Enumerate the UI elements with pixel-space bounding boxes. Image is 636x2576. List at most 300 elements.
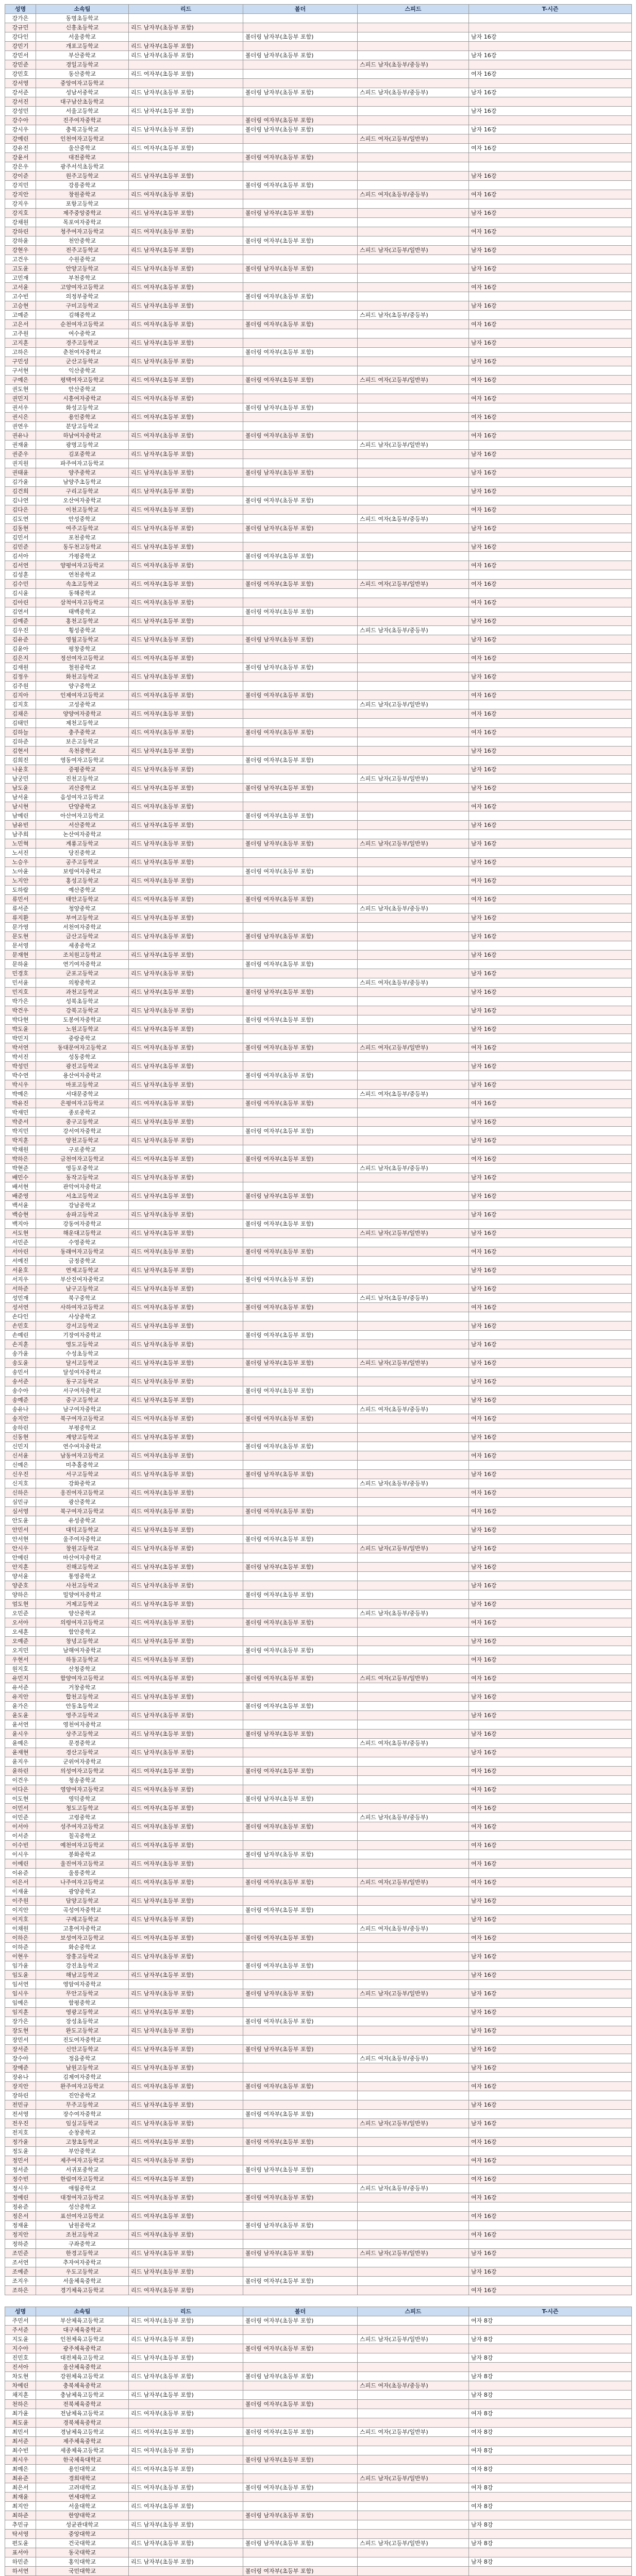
table-row — [5, 1516, 632, 1526]
table-row — [5, 1368, 632, 1377]
cell-school: 완주여자고등학교 — [36, 2082, 129, 2091]
cell-t3 — [469, 1331, 632, 1340]
cell-arena: 리드 여자부(초등부 포함) — [129, 1655, 243, 1665]
cell-arena — [129, 607, 243, 617]
cell-arena — [129, 1850, 243, 1859]
cell-arena: 리드 여자부(초등부 포함) — [129, 1785, 243, 1794]
cell-t3 — [469, 2147, 632, 2156]
cell-name: 문가영 — [5, 923, 36, 932]
table-row — [5, 42, 632, 51]
cell-t3: 남자 16강 — [469, 1711, 632, 1720]
cell-arena: 리드 남자부(초등부 포함) — [129, 951, 243, 960]
cell-sudi — [358, 1470, 469, 1479]
table-row — [5, 1822, 632, 1832]
cell-school: 시흥여자중학교 — [36, 394, 129, 403]
cell-t3 — [469, 1386, 632, 1396]
cell-school: 예산중학교 — [36, 886, 129, 895]
cell-name: 송하린 — [5, 1423, 36, 1433]
cell-bulma: 볼더링 남자부(초등부 포함) — [243, 988, 358, 997]
cell-name: 강지안 — [5, 190, 36, 199]
cell-name: 임가윤 — [5, 1961, 36, 1971]
cell-bulma — [243, 2465, 358, 2474]
cell-arena — [129, 1423, 243, 1433]
cell-school: 사천고등학교 — [36, 1581, 129, 1590]
cell-t3 — [469, 1257, 632, 1266]
cell-sudi: 스피드 여자(고등부/일반부) — [358, 376, 469, 385]
cell-sudi — [358, 2045, 469, 2054]
cell-name: 윤재현 — [5, 1748, 36, 1757]
cell-school: 영월고등학교 — [36, 635, 129, 645]
cell-bulma: 볼더링 여자부(초등부 포함) — [243, 292, 358, 301]
table-row — [5, 876, 632, 886]
cell-arena — [129, 440, 243, 450]
cell-t3 — [469, 274, 632, 283]
table-row — [5, 1804, 632, 1813]
cell-name: 고서윤 — [5, 283, 36, 292]
cell-school: 함안중학교 — [36, 1628, 129, 1637]
cell-sudi — [358, 1767, 469, 1776]
cell-t3 — [469, 830, 632, 839]
cell-school: 울진여자고등학교 — [36, 1859, 129, 1869]
cell-school: 부산중학교 — [36, 51, 129, 60]
cell-bulma — [243, 60, 358, 70]
cell-school: 조천고등학교 — [36, 2230, 129, 2240]
cell-sudi — [358, 1442, 469, 1451]
cell-bulma — [243, 2335, 358, 2344]
header-name: 성명 — [5, 5, 36, 14]
table-row — [5, 1971, 632, 1980]
cell-bulma — [243, 1479, 358, 1488]
table-row — [5, 1692, 632, 1702]
cell-arena: 리드 남자부(초등부 포함) — [129, 1266, 243, 1275]
cell-sudi — [358, 1516, 469, 1526]
cell-bulma — [243, 1423, 358, 1433]
cell-t3 — [469, 1405, 632, 1414]
cell-bulma: 볼더링 여자부(초등부 포함) — [243, 1043, 358, 1053]
cell-arena — [129, 134, 243, 144]
cell-school: 상주고등학교 — [36, 1730, 129, 1739]
cell-school: 용산여자중학교 — [36, 1071, 129, 1080]
cell-t3 — [469, 2493, 632, 2502]
cell-t3: 여자 16강 — [469, 691, 632, 700]
cell-school: 금산고등학교 — [36, 932, 129, 941]
table-row — [5, 1117, 632, 1127]
cell-name: 김아린 — [5, 598, 36, 607]
cell-t3 — [469, 162, 632, 172]
cell-name: 강수아 — [5, 116, 36, 125]
cell-t3: 남자 16강 — [469, 2026, 632, 2036]
table-row — [5, 1767, 632, 1776]
cell-arena: 리드 남자부(초등부 포함) — [129, 1971, 243, 1980]
cell-sudi — [358, 654, 469, 663]
table-row — [5, 978, 632, 988]
cell-arena: 리드 남자부(초등부 포함) — [129, 51, 243, 60]
cell-bulma — [243, 1173, 358, 1182]
cell-sudi — [358, 1952, 469, 1961]
cell-name: 조민준 — [5, 2249, 36, 2258]
cell-name: 엄도현 — [5, 1600, 36, 1609]
cell-school: 한경고등학교 — [36, 2249, 129, 2258]
cell-bulma — [243, 645, 358, 654]
cell-bulma — [243, 487, 358, 496]
cell-name: 최도윤 — [5, 2418, 36, 2428]
table-row — [5, 886, 632, 895]
cell-school: 광산중학교 — [36, 1498, 129, 1507]
cell-name: 민서윤 — [5, 978, 36, 988]
cell-sudi — [358, 1581, 469, 1590]
table-row — [5, 1247, 632, 1257]
cell-t3 — [469, 589, 632, 598]
cell-t3: 남자 16강 — [469, 1173, 632, 1182]
cell-name: 노지안 — [5, 876, 36, 886]
cell-arena — [129, 886, 243, 895]
cell-bulma — [243, 709, 358, 719]
cell-name: 신민지 — [5, 1442, 36, 1451]
table-row — [5, 1702, 632, 1711]
cell-name: 고예준 — [5, 311, 36, 320]
cell-bulma — [243, 969, 358, 978]
cell-arena: 리드 남자부(초등부 포함) — [129, 2372, 243, 2381]
table-row — [5, 1062, 632, 1071]
cell-sudi — [358, 1201, 469, 1210]
cell-t3: 여자 8강 — [469, 2446, 632, 2455]
cell-sudi — [358, 635, 469, 645]
cell-bulma — [243, 478, 358, 487]
cell-t3: 여자 16강 — [469, 2193, 632, 2202]
cell-school: 추자여자중학교 — [36, 2258, 129, 2267]
table-row — [5, 116, 632, 125]
cell-school: 안동초등학교 — [36, 1702, 129, 1711]
cell-bulma — [243, 2036, 358, 2045]
cell-bulma: 볼더링 여자부(초등부 포함) — [243, 1331, 358, 1340]
table-row — [5, 227, 632, 236]
cell-arena: 리드 남자부(초등부 포함) — [129, 246, 243, 255]
cell-arena — [129, 1572, 243, 1581]
cell-bulma: 볼더링 남자부(초등부 포함) — [243, 32, 358, 42]
cell-school: 괴산중학교 — [36, 784, 129, 793]
table-row — [5, 2082, 632, 2091]
cell-arena: 리드 여자부(초등부 포함) — [129, 1841, 243, 1850]
table-row — [5, 543, 632, 552]
cell-name: 류민서 — [5, 895, 36, 904]
table-row — [5, 1423, 632, 1433]
cell-sudi: 스피드 남자(고등부/일반부) — [358, 246, 469, 255]
cell-bulma — [243, 997, 358, 1006]
cell-sudi — [358, 1702, 469, 1711]
cell-t3 — [469, 1590, 632, 1600]
cell-t3: 남자 16강 — [469, 932, 632, 941]
table-row — [5, 1155, 632, 1164]
cell-name: 지수아 — [5, 2344, 36, 2353]
table-row — [5, 366, 632, 376]
cell-name: 김태민 — [5, 719, 36, 728]
cell-arena: 리드 남자부(초등부 포함) — [129, 1192, 243, 1201]
table-row — [5, 2026, 632, 2036]
cell-bulma: 볼더링 남자부(초등부 포함) — [243, 524, 358, 533]
table-row — [5, 1711, 632, 1720]
cell-arena: 리드 남자부(초등부 포함) — [129, 821, 243, 830]
cell-arena — [129, 236, 243, 246]
cell-name: 윤서연 — [5, 1720, 36, 1730]
cell-school: 여수중학교 — [36, 329, 129, 338]
cell-school: 성북초등학교 — [36, 997, 129, 1006]
cell-school: 임실고등학교 — [36, 2119, 129, 2128]
cell-school: 군산고등학교 — [36, 357, 129, 366]
cell-school: 김제여자중학교 — [36, 2073, 129, 2082]
cell-t3 — [469, 1071, 632, 1080]
table-row — [5, 422, 632, 431]
cell-school: 기장여자중학교 — [36, 1331, 129, 1340]
cell-t3 — [469, 1498, 632, 1507]
table-row — [5, 2184, 632, 2193]
cell-sudi — [358, 2110, 469, 2119]
cell-sudi — [358, 1794, 469, 1804]
cell-t3 — [469, 1442, 632, 1451]
cell-t3: 남자 16강 — [469, 1229, 632, 1238]
cell-name: 백서윤 — [5, 1201, 36, 1210]
table-row — [5, 153, 632, 162]
cell-arena — [129, 1535, 243, 1544]
cell-t3 — [469, 1535, 632, 1544]
cell-arena — [129, 1869, 243, 1878]
cell-t3: 남자 16강 — [469, 913, 632, 923]
cell-t3 — [469, 329, 632, 338]
cell-t3 — [469, 552, 632, 561]
cell-name: 이유준 — [5, 1869, 36, 1878]
cell-t3 — [469, 1461, 632, 1470]
cell-school: 보령여자중학교 — [36, 867, 129, 876]
cell-bulma — [243, 1628, 358, 1637]
cell-arena — [129, 1071, 243, 1080]
cell-school: 이천고등학교 — [36, 505, 129, 515]
cell-bulma — [243, 1915, 358, 1924]
cell-arena — [129, 1998, 243, 2008]
cell-bulma — [243, 1609, 358, 1618]
cell-t3 — [469, 1776, 632, 1785]
cell-t3 — [469, 153, 632, 162]
table-row — [5, 1015, 632, 1025]
cell-arena: 리드 남자부(초등부 포함) — [129, 2557, 243, 2567]
cell-t3: 여자 16강 — [469, 2212, 632, 2221]
cell-sudi — [358, 255, 469, 264]
cell-name: 남서윤 — [5, 793, 36, 802]
cell-bulma: 볼더링 남자부(초등부 포함) — [243, 264, 358, 274]
cell-name: 고수빈 — [5, 292, 36, 301]
cell-sudi — [358, 2344, 469, 2353]
cell-name: 최시우 — [5, 2455, 36, 2465]
cell-sudi — [358, 2353, 469, 2363]
cell-name: 권재윤 — [5, 440, 36, 450]
cell-sudi — [358, 932, 469, 941]
cell-name: 김나연 — [5, 496, 36, 505]
cell-sudi: 스피드 여자(초등부/중등부) — [358, 1405, 469, 1414]
cell-name: 구예은 — [5, 376, 36, 385]
cell-t3: 여자 16강 — [469, 709, 632, 719]
cell-sudi — [358, 1053, 469, 1062]
cell-name: 주서준 — [5, 2326, 36, 2335]
table-row — [5, 2511, 632, 2520]
cell-sudi: 스피드 여자(고등부/일반부) — [358, 580, 469, 589]
table-header-row — [5, 5, 632, 14]
cell-name: 조서연 — [5, 2258, 36, 2267]
cell-school: 목포여자중학교 — [36, 218, 129, 227]
cell-name: 김유준 — [5, 635, 36, 645]
cell-name: 강가은 — [5, 14, 36, 23]
cell-name: 권연우 — [5, 422, 36, 431]
cell-sudi — [358, 403, 469, 413]
cell-arena: 리드 남자부(초등부 포함) — [129, 487, 243, 496]
cell-t3: 여자 16강 — [469, 561, 632, 570]
cell-sudi — [358, 1553, 469, 1563]
cell-bulma: 볼더링 남자부(초등부 포함) — [243, 2511, 358, 2520]
cell-sudi — [358, 79, 469, 88]
table-row — [5, 1637, 632, 1646]
cell-sudi — [358, 1034, 469, 1043]
cell-school: 서울중학교 — [36, 32, 129, 42]
cell-school: 단양중학교 — [36, 802, 129, 811]
cell-name: 주민서 — [5, 2316, 36, 2326]
cell-name: 하민준 — [5, 2557, 36, 2567]
cell-name: 장수아 — [5, 2054, 36, 2063]
cell-bulma — [243, 1757, 358, 1767]
cell-bulma — [243, 1034, 358, 1043]
cell-arena — [129, 515, 243, 524]
cell-school: 은평여자고등학교 — [36, 1099, 129, 1108]
table-row — [5, 1850, 632, 1859]
cell-school: 진주여자중학교 — [36, 116, 129, 125]
cell-name: 임지훈 — [5, 2008, 36, 2017]
cell-school: 포천중학교 — [36, 533, 129, 543]
cell-bulma — [243, 2446, 358, 2455]
cell-school: 공주고등학교 — [36, 858, 129, 867]
cell-name: 정민서 — [5, 2156, 36, 2165]
cell-school: 강북고등학교 — [36, 1006, 129, 1015]
cell-school: 영주고등학교 — [36, 1711, 129, 1720]
table-row — [5, 774, 632, 784]
cell-school: 장흥고등학교 — [36, 1952, 129, 1961]
cell-school: 여주고등학교 — [36, 524, 129, 533]
cell-t3: 남자 16강 — [469, 524, 632, 533]
cell-t3: 여자 16강 — [469, 1414, 632, 1423]
cell-arena: 리드 남자부(초등부 포함) — [129, 2520, 243, 2530]
cell-t3: 남자 8강 — [469, 2353, 632, 2363]
cell-arena — [129, 1442, 243, 1451]
cell-school: 충북고등학교 — [36, 125, 129, 134]
table-row — [5, 1396, 632, 1405]
cell-arena — [129, 849, 243, 858]
cell-t3 — [469, 2277, 632, 2286]
cell-sudi: 스피드 남자(초등부/중등부) — [358, 60, 469, 70]
cell-school: 사상중학교 — [36, 1312, 129, 1321]
cell-name: 윤가은 — [5, 1702, 36, 1711]
table-row — [5, 1340, 632, 1349]
cell-sudi — [358, 172, 469, 181]
cell-school: 건국대학교 — [36, 2539, 129, 2548]
cell-arena: 리드 여자부(초등부 포함) — [129, 2138, 243, 2147]
cell-bulma — [243, 774, 358, 784]
cell-bulma: 볼더링 여자부(초등부 포함) — [243, 2428, 358, 2437]
cell-t3: 남자 16강 — [469, 2267, 632, 2277]
cell-arena — [129, 32, 243, 42]
table-row — [5, 1053, 632, 1062]
cell-sudi — [358, 181, 469, 190]
table-row — [5, 1887, 632, 1896]
cell-arena: 리드 남자부(초등부 포함) — [129, 1470, 243, 1479]
cell-name: 손민호 — [5, 1321, 36, 1331]
cell-t3: 여자 8강 — [469, 2465, 632, 2474]
cell-school: 김포중학교 — [36, 450, 129, 459]
cell-name: 이현우 — [5, 1952, 36, 1961]
table-row — [5, 1683, 632, 1692]
cell-bulma — [243, 2548, 358, 2557]
cell-school: 서산중학교 — [36, 821, 129, 830]
cell-arena: 리드 여자부(초등부 포함) — [129, 227, 243, 236]
table-row — [5, 2409, 632, 2418]
cell-arena: 리드 남자부(초등부 포함) — [129, 2119, 243, 2128]
table-row — [5, 329, 632, 338]
cell-name: 전우진 — [5, 2119, 36, 2128]
cell-school: 동대문여자고등학교 — [36, 1043, 129, 1053]
table-row — [5, 811, 632, 821]
cell-sudi — [358, 561, 469, 570]
cell-school: 용인대학교 — [36, 2465, 129, 2474]
table-row — [5, 2455, 632, 2465]
cell-name: 강하린 — [5, 227, 36, 236]
cell-t3: 남자 16강 — [469, 1600, 632, 1609]
cell-arena — [129, 645, 243, 654]
cell-bulma — [243, 589, 358, 598]
cell-sudi — [358, 357, 469, 366]
table-row — [5, 1535, 632, 1544]
cell-school: 홍익대학교 — [36, 2557, 129, 2567]
cell-name: 성민재 — [5, 1294, 36, 1303]
cell-school: 연제고등학교 — [36, 1266, 129, 1275]
cell-arena: 리드 여자부(초등부 포함) — [129, 1618, 243, 1628]
cell-bulma — [243, 2493, 358, 2502]
cell-name: 신우진 — [5, 1470, 36, 1479]
cell-name: 송예준 — [5, 1396, 36, 1405]
cell-school: 부산진여자중학교 — [36, 1275, 129, 1284]
cell-school: 충주중학교 — [36, 728, 129, 737]
cell-t3: 남자 8강 — [469, 2391, 632, 2400]
cell-bulma — [243, 1368, 358, 1377]
cell-bulma: 볼더링 여자부(초등부 포함) — [243, 1247, 358, 1257]
cell-t3 — [469, 1516, 632, 1526]
cell-bulma — [243, 199, 358, 209]
cell-school: 대전체육고등학교 — [36, 2353, 129, 2363]
cell-school: 표선여자고등학교 — [36, 2212, 129, 2221]
cell-school: 장수여자중학교 — [36, 2110, 129, 2119]
cell-bulma — [243, 1600, 358, 1609]
table-row — [5, 1748, 632, 1757]
cell-bulma: 볼더링 여자부(초등부 포함) — [243, 181, 358, 190]
cell-sudi — [358, 236, 469, 246]
cell-sudi — [358, 1748, 469, 1757]
cell-t3: 남자 16강 — [469, 1080, 632, 1090]
cell-school: 개포고등학교 — [36, 42, 129, 51]
cell-sudi — [358, 478, 469, 487]
cell-t3: 여자 16강 — [469, 2082, 632, 2091]
cell-school: 영암여자중학교 — [36, 1980, 129, 1989]
cell-bulma: 볼더링 남자부(초등부 포함) — [243, 209, 358, 218]
table-row — [5, 181, 632, 190]
header-arena: 리드 — [129, 5, 243, 14]
cell-school: 영덕중학교 — [36, 1794, 129, 1804]
cell-arena — [129, 116, 243, 125]
cell-school: 제천고등학교 — [36, 719, 129, 728]
cell-bulma — [243, 2212, 358, 2221]
cell-name: 김은지 — [5, 654, 36, 663]
